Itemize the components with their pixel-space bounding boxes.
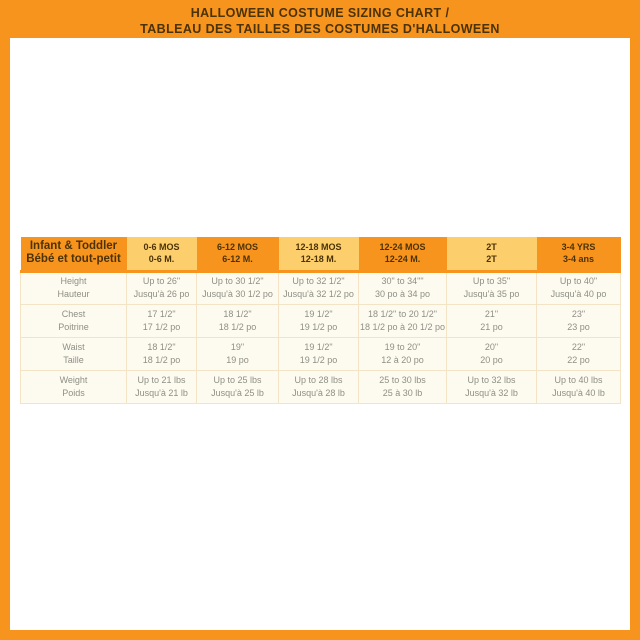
column-header-en: 2T [486,241,497,252]
row-label-waist [21,337,127,370]
size-cell [127,370,197,403]
size-cell [359,337,447,370]
size-value-fr: Jusqu'à 32 1/2 po [283,289,354,299]
size-value-en: Up to 35" [472,276,511,286]
chart-title [0,0,640,37]
size-cell [359,271,447,304]
row-label-fr: Hauteur [57,289,90,299]
table-row-weight [21,370,621,403]
column-header-2t [447,237,537,271]
table-header-row [21,237,621,271]
column-header-en: 12-24 MOS [379,241,426,252]
size-cell [197,370,279,403]
content-panel [10,38,630,630]
size-value-fr: Jusqu'à 35 po [463,289,520,299]
size-value-en: 18 1/2" [147,341,176,352]
size-value-en: 21" [484,308,499,319]
size-value-fr: 25 à 30 lb [382,387,423,398]
size-cell [127,271,197,304]
size-value-en: Up to 40 lbs [554,374,603,385]
column-header-en: 12-18 MOS [295,241,342,252]
size-cell [197,337,279,370]
size-value-fr: Jusqu'à 25 lb [211,387,264,398]
table-row-chest [21,304,621,337]
size-cell [447,271,537,304]
row-label-fr: Taille [63,354,84,365]
size-cell [127,337,197,370]
row-label-en: Waist [62,341,85,352]
size-value-en: 19" [230,341,245,352]
size-value-fr: 20 po [480,354,503,365]
size-value-fr: 19 1/2 po [299,354,338,365]
size-value-en: Up to 21 lbs [137,374,186,385]
row-label-en: Height [60,276,87,286]
size-cell [447,304,537,337]
column-header-12-24-mos [359,237,447,271]
size-value-fr: 30 po à 34 po [374,289,431,299]
size-value-en: 18 1/2" to 20 1/2" [368,308,437,319]
column-header-fr: 0-6 M. [148,254,175,265]
size-value-en: 23" [571,308,586,319]
size-cell [537,370,621,403]
size-value-fr: Jusqu'à 26 po [133,289,190,299]
column-header-6-12-mos [197,237,279,271]
size-value-en: Up to 32 lbs [467,374,516,385]
size-value-en: Up to 26" [142,276,181,286]
size-value-en: 30" to 34"" [381,276,424,286]
size-cell [279,271,359,304]
size-value-fr: Jusqu'à 32 lb [465,387,518,398]
column-header-3-4-yrs [537,237,621,271]
size-cell [447,370,537,403]
row-label-weight [21,370,127,403]
row-label-fr: Poids [62,387,85,398]
size-value-fr: 17 1/2 po [142,321,181,332]
size-value-en: 19 1/2" [304,341,333,352]
size-value-en: 18 1/2" [223,308,252,319]
size-value-en: Up to 32 1/2" [292,276,345,286]
chart-title-line-en: HALLOWEEN COSTUME SIZING CHART / [190,6,450,20]
size-value-en: 20" [484,341,499,352]
size-value-fr: 18 1/2 po [218,321,257,332]
size-value-fr: 18 1/2 po [142,354,181,365]
column-header-fr: 12-18 M. [300,254,337,265]
corner-header-fr: Bébé et tout-petit [26,253,121,266]
size-value-fr: 18 1/2 po à 20 1/2 po [359,321,446,332]
size-value-fr: 19 1/2 po [299,321,338,332]
row-label-chest [21,304,127,337]
size-cell [537,304,621,337]
size-value-en: 22" [571,341,586,352]
size-cell [279,370,359,403]
column-header-fr: 6-12 M. [222,254,253,265]
column-header-fr: 2T [486,254,497,265]
size-cell [279,304,359,337]
size-value-en: Up to 30 1/2" [211,276,264,286]
size-cell [359,304,447,337]
sizing-table [20,237,621,404]
row-label-en: Weight [59,374,88,385]
table-row-waist [21,337,621,370]
size-value-fr: Jusqu'à 28 lb [292,387,345,398]
size-value-fr: Jusqu'à 21 lb [135,387,188,398]
size-cell [447,337,537,370]
size-cell [197,271,279,304]
table-row-height [21,271,621,304]
column-header-fr: 12-24 M. [384,254,421,265]
row-label-fr: Poitrine [58,321,89,332]
size-cell [537,337,621,370]
row-label-en: Chest [61,308,86,319]
size-value-en: Up to 28 lbs [294,374,343,385]
column-header-12-18-mos [279,237,359,271]
size-value-fr: 12 à 20 po [381,354,424,365]
size-value-fr: 19 po [226,354,249,365]
column-header-0-6-mos [127,237,197,271]
size-value-en: 19 1/2" [304,308,333,319]
size-cell [537,271,621,304]
size-value-en: 25 to 30 lbs [379,374,426,385]
size-value-fr: Jusqu'à 40 lb [552,387,605,398]
size-value-en: Up to 25 lbs [213,374,262,385]
size-value-fr: 23 po [567,321,590,332]
size-cell [197,304,279,337]
column-header-en: 6-12 MOS [216,241,258,252]
column-header-fr: 3-4 ans [562,254,595,265]
size-value-en: 19 to 20" [384,341,421,352]
row-label-height [21,271,127,304]
column-header-en: 3-4 YRS [561,241,596,252]
size-value-fr: Jusqu'à 40 po [550,289,607,299]
size-value-fr: 21 po [480,321,503,332]
size-value-en: Up to 40" [559,276,598,286]
column-header-en: 0-6 MOS [143,241,180,252]
corner-header [21,237,127,271]
corner-header-en: Infant & Toddler [29,239,118,252]
size-value-en: 17 1/2" [147,308,176,319]
size-value-fr: Jusqu'à 30 1/2 po [202,289,273,299]
chart-title-line-fr: TABLEAU DES TAILLES DES COSTUMES D'HALLOWEEN [140,21,500,36]
size-cell [127,304,197,337]
size-cell [279,337,359,370]
size-cell [359,370,447,403]
size-value-fr: 22 po [567,354,590,365]
